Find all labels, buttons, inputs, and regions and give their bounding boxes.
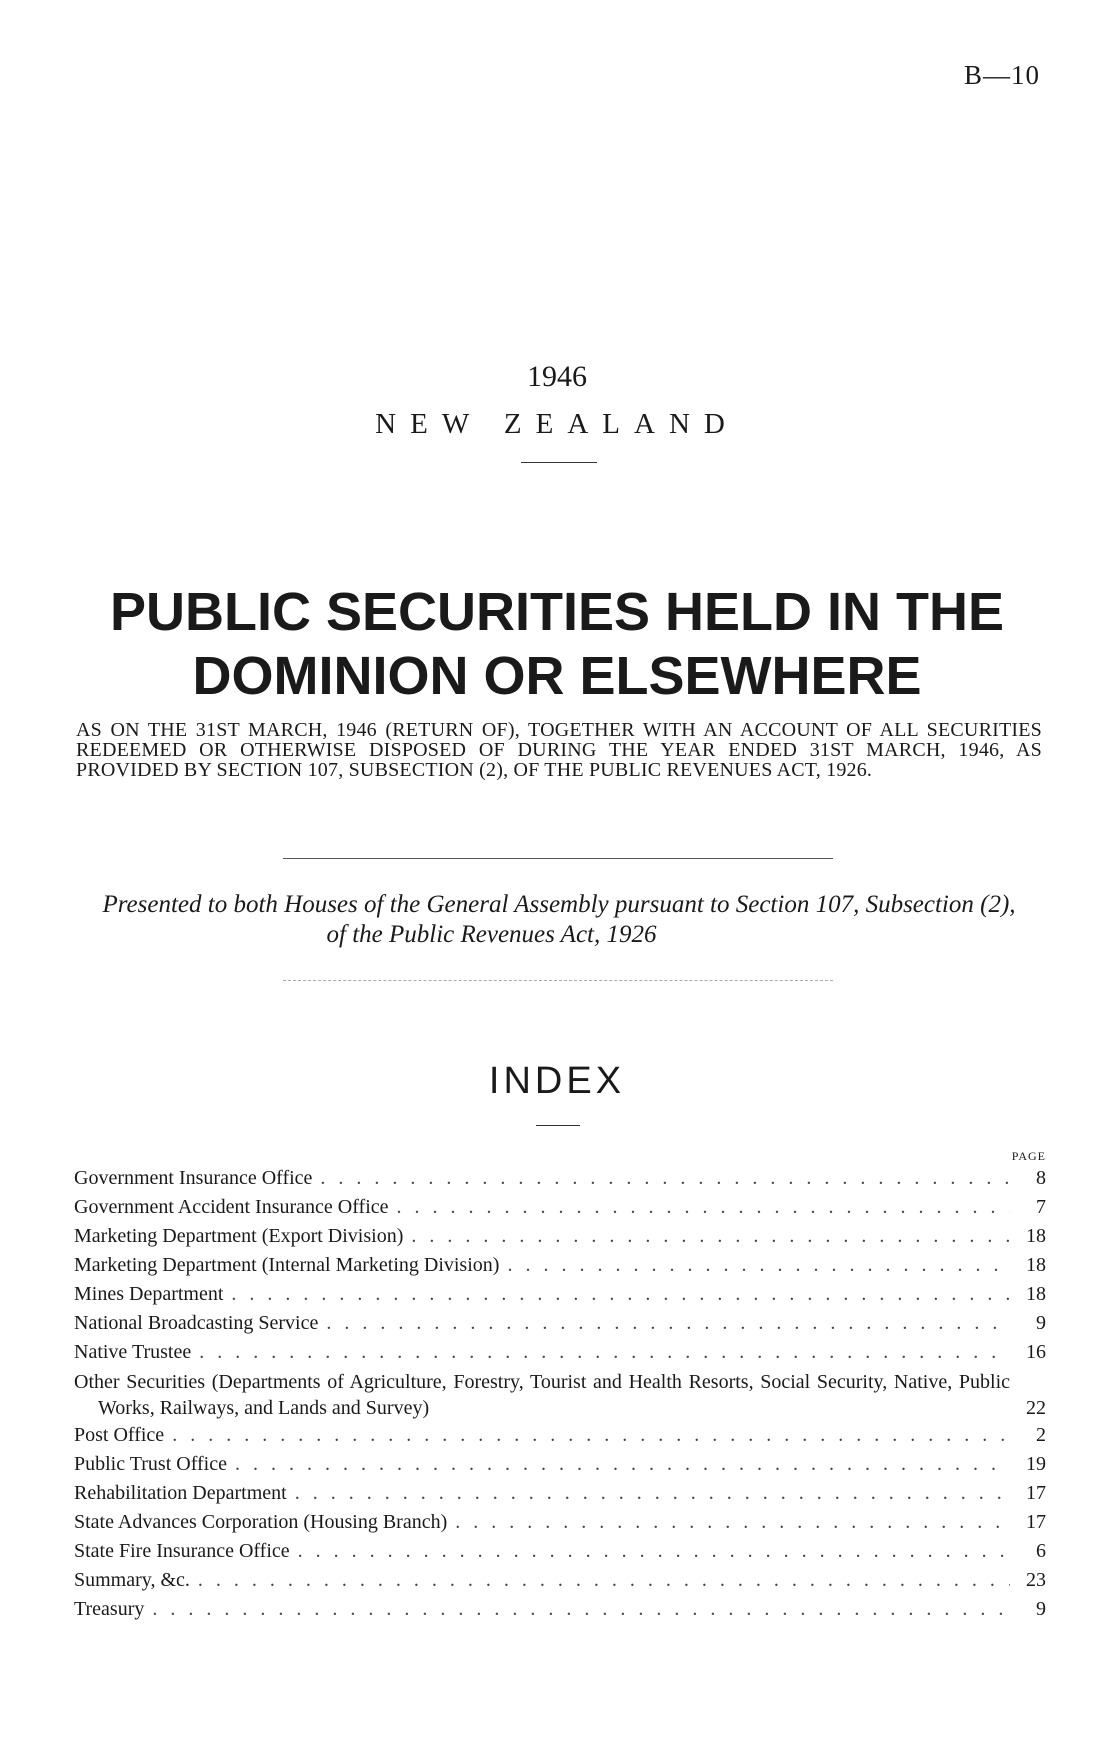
index-entry-label: Marketing Department (Export Division) [74,1225,404,1247]
index-entry [74,1450,1010,1479]
dot-leader [172,1421,1010,1450]
index-entry [74,1193,1010,1222]
index-entry [74,1537,1010,1566]
index-entry-row [74,1421,1046,1450]
index-divider [536,1125,580,1126]
presented-line-2: of the Public Revenues Act, 1926 [326,921,657,948]
title-line-1: PUBLIC SECURITIES HELD IN THE [109,582,1005,642]
index-entry [74,1421,1010,1450]
dot-leader [231,1280,1010,1309]
index-entry-page: 2 [1036,1424,1046,1446]
index-entry-label: Rehabilitation Department [74,1482,287,1504]
index-entry-page: 8 [1036,1167,1046,1189]
index-entry-row [74,1595,1046,1624]
index-entry [74,1595,1010,1624]
index-entry-label: State Advances Corporation (Housing Branch) [74,1511,448,1533]
index-entry-row [74,1338,1046,1367]
index-entry-page: 18 [1026,1254,1046,1276]
document-year: 1946 [527,360,587,393]
index-entry-label: Native Trustee [74,1341,192,1363]
dot-leader [411,1222,1010,1251]
index-entry-row [74,1309,1046,1338]
index-entry-row [74,1367,1046,1421]
dot-leader [397,1193,1010,1222]
index-entry [74,1338,1010,1367]
index-entry-label: Marketing Department (Internal Marketing Division) [74,1254,500,1276]
dot-leader [507,1251,1010,1280]
dot-leader [298,1537,1010,1566]
index-entry-row [74,1251,1046,1280]
page-reference: B—10 [963,60,1040,90]
index-entry-row [74,1164,1046,1193]
index-entry-label: Treasury [74,1598,145,1620]
index-entry-label: Mines Department [74,1283,224,1305]
title-divider [521,462,597,463]
index-rows [74,1164,1046,1624]
index-entry-row [74,1566,1046,1595]
upper-divider [283,858,833,859]
index-entry-page: 22 [1026,1397,1046,1419]
index-entry-page: 6 [1036,1540,1046,1562]
presented-line-1: Presented to both Houses of the General Assembly pursuant to Section 107, Subsection (2), [102,891,1016,918]
index-entry [74,1251,1010,1280]
index-entry-page: 17 [1026,1482,1046,1504]
index-entry [74,1566,1010,1595]
dot-leader [295,1479,1010,1508]
index-entry-row [74,1537,1046,1566]
index-list [74,1148,1046,1624]
index-entry-page: 9 [1036,1312,1046,1334]
index-entry-page: 19 [1026,1453,1046,1475]
presented-note [74,890,1044,950]
index-entry [74,1164,1010,1193]
dot-leader [198,1566,1010,1595]
index-entry-label: Post Office [74,1424,165,1446]
index-entry-label: State Fire Insurance Office [74,1540,290,1562]
document-title [0,580,1114,708]
index-entry-row [74,1508,1046,1537]
title-line-2: DOMINION OR ELSEWHERE [192,646,922,706]
index-entry [74,1479,1010,1508]
index-entry-row [74,1222,1046,1251]
dot-leader [326,1309,1010,1338]
document-subtitle: AS ON THE 31ST MARCH, 1946 (RETURN OF), TOGETHER WITH AN ACCOUNT OF ALL SECURITIES REDEEMED OR OTHERWISE DISPOSED OF DURING THE YEAR ENDED 31ST MARCH, 1946, AS PROVIDED BY SECTION 107, SUBSECTION (2), OF THE PUBLIC REVENUES ACT, 1926. [76,719,1042,781]
index-entry-label: Public Trust Office [74,1453,227,1475]
dot-leader [199,1338,1010,1367]
index-entry-label: Government Insurance Office [74,1167,313,1189]
dot-leader [235,1450,1010,1479]
index-entry [74,1309,1010,1338]
index-heading: INDEX [488,1060,626,1102]
index-entry-page: 16 [1026,1341,1046,1363]
index-entry-row [74,1193,1046,1222]
country-heading: NEW ZEALAND [375,408,739,440]
index-entry-page: 7 [1036,1196,1046,1218]
index-entry [74,1508,1010,1537]
index-entry [74,1222,1010,1251]
index-entry [74,1280,1010,1309]
index-entry-row [74,1280,1046,1309]
index-entry-page: 18 [1026,1225,1046,1247]
page-column-label: PAGE [1011,1149,1046,1163]
index-entry-label: Summary, &c. [74,1569,190,1591]
index-entry-label: Other Securities (Departments of Agriculture, Forestry, Tourist and Health Resorts, Social Security, Native, Public Works, Railways, and Lands and Survey) [74,1371,1010,1419]
index-entry-row [74,1450,1046,1479]
dot-leader [152,1595,1010,1624]
index-entry-page: 23 [1026,1569,1046,1591]
lower-divider [283,980,833,981]
index-entry-page: 9 [1036,1598,1046,1620]
index-entry [74,1369,1010,1421]
index-entry-label: National Broadcasting Service [74,1312,319,1334]
dot-leader [320,1164,1010,1193]
index-entry-page: 18 [1026,1283,1046,1305]
index-entry-row [74,1479,1046,1508]
index-entry-page: 17 [1026,1511,1046,1533]
dot-leader [455,1508,1010,1537]
index-entry-label: Government Accident Insurance Office [74,1196,389,1218]
